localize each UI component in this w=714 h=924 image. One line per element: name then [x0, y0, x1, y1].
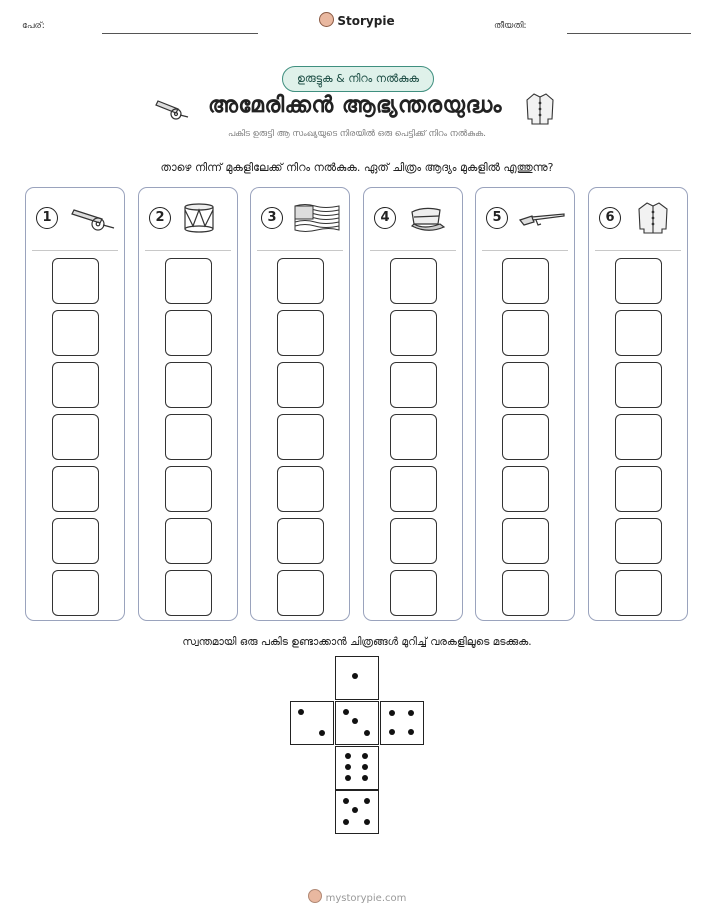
- color-box[interactable]: [502, 570, 549, 616]
- pip: [408, 729, 414, 735]
- column-number: 5: [486, 207, 508, 229]
- column-4: [363, 187, 463, 621]
- dice-net: [290, 656, 424, 834]
- color-box[interactable]: [52, 518, 99, 564]
- color-box[interactable]: [277, 570, 324, 616]
- color-box[interactable]: [52, 570, 99, 616]
- color-box[interactable]: [165, 518, 212, 564]
- pip: [364, 730, 370, 736]
- color-box[interactable]: [52, 362, 99, 408]
- color-box[interactable]: [615, 466, 662, 512]
- pip: [343, 709, 349, 715]
- date-label: തീയതി:: [494, 21, 527, 31]
- brand-name: Storypie: [337, 14, 395, 28]
- die-face-five[interactable]: [335, 790, 379, 834]
- column-2: [138, 187, 238, 621]
- color-box[interactable]: [165, 466, 212, 512]
- pip: [389, 729, 395, 735]
- pip: [364, 819, 370, 825]
- name-label: പേര്:: [22, 21, 45, 31]
- color-box[interactable]: [390, 258, 437, 304]
- color-box[interactable]: [277, 310, 324, 356]
- column-divider: [370, 250, 456, 251]
- pip: [343, 819, 349, 825]
- pip: [389, 710, 395, 716]
- color-box[interactable]: [165, 362, 212, 408]
- kepi-cap-icon: [406, 202, 454, 234]
- uniform-coat-icon: [631, 202, 679, 234]
- column-5: [475, 187, 575, 621]
- column-6: [588, 187, 688, 621]
- color-box[interactable]: [52, 310, 99, 356]
- die-face-four[interactable]: [380, 701, 424, 745]
- color-box[interactable]: [277, 466, 324, 512]
- title-cannon-icon: [154, 95, 190, 121]
- color-box[interactable]: [277, 414, 324, 460]
- footer-url[interactable]: mystorypie.com: [325, 893, 407, 904]
- color-box[interactable]: [390, 310, 437, 356]
- pip: [319, 730, 325, 736]
- pip: [343, 798, 349, 804]
- color-box[interactable]: [502, 414, 549, 460]
- musket-icon: [518, 202, 566, 234]
- color-box[interactable]: [502, 518, 549, 564]
- color-box[interactable]: [390, 466, 437, 512]
- cannon-icon: [68, 202, 116, 234]
- pip: [362, 753, 368, 759]
- pip: [345, 764, 351, 770]
- color-box[interactable]: [277, 518, 324, 564]
- pip: [352, 807, 358, 813]
- color-box[interactable]: [390, 518, 437, 564]
- flag-icon: [293, 202, 341, 234]
- column-number: 3: [261, 207, 283, 229]
- color-box[interactable]: [615, 570, 662, 616]
- color-box[interactable]: [165, 414, 212, 460]
- pip: [362, 775, 368, 781]
- color-box[interactable]: [615, 362, 662, 408]
- title-uniform-coat-icon: [524, 91, 556, 125]
- pip: [345, 753, 351, 759]
- color-box[interactable]: [52, 466, 99, 512]
- column-number: 4: [374, 207, 396, 229]
- color-box[interactable]: [390, 570, 437, 616]
- column-divider: [145, 250, 231, 251]
- die-face-three[interactable]: [335, 701, 379, 745]
- column-number: 1: [36, 207, 58, 229]
- pip: [345, 775, 351, 781]
- name-line[interactable]: [102, 33, 258, 34]
- pip: [298, 709, 304, 715]
- color-box[interactable]: [165, 258, 212, 304]
- color-box[interactable]: [502, 362, 549, 408]
- pip: [352, 673, 358, 679]
- column-1: [25, 187, 125, 621]
- color-box[interactable]: [502, 466, 549, 512]
- page-title: അമേരിക്കൻ ആഭ്യന്തരയുദ്ധം: [207, 93, 503, 118]
- color-box[interactable]: [52, 414, 99, 460]
- storypie-bear-icon: [319, 12, 334, 27]
- column-number: 2: [149, 207, 171, 229]
- color-box[interactable]: [165, 310, 212, 356]
- color-box[interactable]: [615, 258, 662, 304]
- die-face-two[interactable]: [290, 701, 334, 745]
- date-line[interactable]: [567, 33, 691, 34]
- die-face-one[interactable]: [335, 656, 379, 700]
- color-box[interactable]: [502, 310, 549, 356]
- pip: [352, 718, 358, 724]
- die-face-six[interactable]: [335, 746, 379, 790]
- brand-logo: [0, 12, 714, 28]
- column-number: 6: [599, 207, 621, 229]
- column-divider: [482, 250, 568, 251]
- column-divider: [32, 250, 118, 251]
- color-box[interactable]: [165, 570, 212, 616]
- coloring-instruction: താഴെ നിന്ന് മുകളിലേക്ക് നിറം നൽകുക. ഏത് ചിത്രം ആദ്യം മുകളിൽ എത്തുന്നു?: [160, 161, 554, 174]
- page-subtitle: പകിട ഉരുട്ടി ആ സംഖ്യയുടെ നിരയിൽ ഒരു പെട്ടിക്ക് നിറം നൽകുക.: [228, 129, 486, 139]
- color-box[interactable]: [277, 258, 324, 304]
- footer: [0, 889, 714, 904]
- color-box[interactable]: [615, 310, 662, 356]
- cutout-instruction: സ്വന്തമായി ഒരു പകിട ഉണ്ടാക്കാൻ ചിത്രങ്ങൾ മുറിച്ച് വരകളിലൂടെ മടക്കുക.: [182, 636, 532, 648]
- storypie-bear-icon: [308, 889, 322, 903]
- pip: [364, 798, 370, 804]
- column-divider: [595, 250, 681, 251]
- column-divider: [257, 250, 343, 251]
- column-3: [250, 187, 350, 621]
- color-box[interactable]: [502, 258, 549, 304]
- drum-icon: [181, 202, 229, 234]
- pip: [362, 764, 368, 770]
- color-box[interactable]: [615, 414, 662, 460]
- activity-badge: ഉരുട്ടുക & നിറം നൽകുക: [282, 66, 434, 92]
- color-box[interactable]: [52, 258, 99, 304]
- color-box[interactable]: [615, 518, 662, 564]
- color-box[interactable]: [277, 362, 324, 408]
- color-box[interactable]: [390, 362, 437, 408]
- pip: [408, 710, 414, 716]
- color-box[interactable]: [390, 414, 437, 460]
